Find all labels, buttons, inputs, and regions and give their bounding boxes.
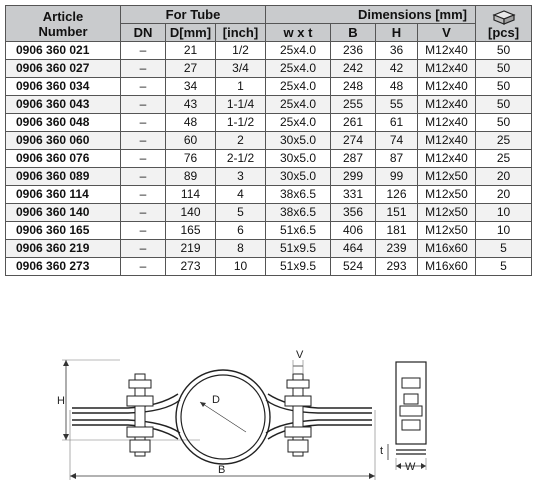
- cell-d: 60: [166, 132, 216, 150]
- header-article-number: [6, 6, 121, 42]
- cell-article: 0906 360 165: [6, 222, 121, 240]
- header-wxt: w x t: [266, 24, 331, 42]
- cell-inch: 2: [216, 132, 266, 150]
- cell-v: M12x40: [418, 78, 476, 96]
- cell-article: 0906 360 048: [6, 114, 121, 132]
- cell-dn: –: [121, 96, 166, 114]
- cell-pcs: 50: [476, 78, 532, 96]
- cell-wxt: 38x6.5: [266, 204, 331, 222]
- cell-d: 21: [166, 42, 216, 60]
- cell-pcs: 20: [476, 168, 532, 186]
- cell-inch: 3: [216, 168, 266, 186]
- cell-h: 42: [376, 60, 418, 78]
- v-label: V: [296, 349, 304, 361]
- left-bolt: [127, 374, 153, 456]
- cell-b: 274: [331, 132, 376, 150]
- cell-b: 236: [331, 42, 376, 60]
- header-dn: DN: [121, 24, 166, 42]
- cell-article: 0906 360 114: [6, 186, 121, 204]
- cell-h: 239: [376, 240, 418, 258]
- cell-pcs: 50: [476, 42, 532, 60]
- cell-wxt: 25x4.0: [266, 60, 331, 78]
- cell-article: 0906 360 021: [6, 42, 121, 60]
- table-row: [6, 78, 532, 96]
- cell-wxt: 25x4.0: [266, 42, 331, 60]
- cell-inch: 1-1/2: [216, 114, 266, 132]
- cell-dn: –: [121, 78, 166, 96]
- table-row: [6, 42, 532, 60]
- cell-article: 0906 360 043: [6, 96, 121, 114]
- cell-h: 126: [376, 186, 418, 204]
- cell-b: 299: [331, 168, 376, 186]
- cell-b: 255: [331, 96, 376, 114]
- header-v: V: [418, 24, 476, 42]
- cell-b: 261: [331, 114, 376, 132]
- cell-article: 0906 360 219: [6, 240, 121, 258]
- cell-dn: –: [121, 150, 166, 168]
- header-for-tube: For Tube: [121, 6, 266, 24]
- cell-b: 242: [331, 60, 376, 78]
- cell-article: 0906 360 027: [6, 60, 121, 78]
- cell-article: 0906 360 140: [6, 204, 121, 222]
- cell-article: 0906 360 089: [6, 168, 121, 186]
- cell-pcs: 25: [476, 132, 532, 150]
- cell-h: 181: [376, 222, 418, 240]
- cell-pcs: 25: [476, 150, 532, 168]
- header-b: B: [331, 24, 376, 42]
- cell-dn: –: [121, 132, 166, 150]
- table-row: [6, 222, 532, 240]
- cell-b: 287: [331, 150, 376, 168]
- cell-article: 0906 360 076: [6, 150, 121, 168]
- cell-dn: –: [121, 114, 166, 132]
- cell-wxt: 51x9.5: [266, 240, 331, 258]
- package-box-icon: [492, 9, 516, 25]
- cell-wxt: 25x4.0: [266, 96, 331, 114]
- table-row: [6, 114, 532, 132]
- cell-wxt: 25x4.0: [266, 114, 331, 132]
- cell-h: 99: [376, 168, 418, 186]
- header-pcs-label: [pcs]: [487, 25, 520, 40]
- table-row: [6, 96, 532, 114]
- cell-dn: –: [121, 60, 166, 78]
- table-row: [6, 60, 532, 78]
- cell-v: M12x50: [418, 204, 476, 222]
- cell-wxt: 51x6.5: [266, 222, 331, 240]
- header-pcs: [476, 6, 532, 42]
- cell-inch: 5: [216, 204, 266, 222]
- right-bolt: [285, 374, 311, 456]
- table-row: [6, 132, 532, 150]
- cell-d: 273: [166, 258, 216, 276]
- cell-d: 48: [166, 114, 216, 132]
- cell-h: 87: [376, 150, 418, 168]
- table-row: [6, 204, 532, 222]
- cell-d: 89: [166, 168, 216, 186]
- cell-dn: –: [121, 42, 166, 60]
- cell-b: 406: [331, 222, 376, 240]
- cell-v: M16x60: [418, 240, 476, 258]
- cell-inch: 1: [216, 78, 266, 96]
- cell-wxt: 30x5.0: [266, 150, 331, 168]
- cell-inch: 6: [216, 222, 266, 240]
- cell-article: 0906 360 060: [6, 132, 121, 150]
- cell-inch: 3/4: [216, 60, 266, 78]
- cell-d: 27: [166, 60, 216, 78]
- cell-h: 61: [376, 114, 418, 132]
- cell-article: 0906 360 034: [6, 78, 121, 96]
- b-label: B: [218, 464, 226, 476]
- header-dimensions: Dimensions [mm]: [266, 6, 476, 24]
- cell-wxt: 25x4.0: [266, 78, 331, 96]
- cell-v: M12x40: [418, 96, 476, 114]
- cell-wxt: 30x5.0: [266, 168, 331, 186]
- t-label: t: [380, 445, 384, 457]
- cell-dn: –: [121, 258, 166, 276]
- cell-b: 248: [331, 78, 376, 96]
- cell-dn: –: [121, 204, 166, 222]
- header-article-line2: Number: [38, 23, 88, 39]
- specification-rows: [6, 42, 532, 276]
- header-article-line1: Article: [42, 8, 84, 24]
- cell-h: 74: [376, 132, 418, 150]
- cell-d: 76: [166, 150, 216, 168]
- table-row: [6, 168, 532, 186]
- cell-v: M16x60: [418, 258, 476, 276]
- cell-dn: –: [121, 222, 166, 240]
- cell-d: 219: [166, 240, 216, 258]
- cell-d: 140: [166, 204, 216, 222]
- cell-h: 151: [376, 204, 418, 222]
- cell-wxt: 30x5.0: [266, 132, 331, 150]
- side-view: [396, 362, 426, 454]
- cell-inch: 4: [216, 186, 266, 204]
- cell-d: 114: [166, 186, 216, 204]
- cell-pcs: 20: [476, 186, 532, 204]
- cell-pcs: 10: [476, 222, 532, 240]
- cell-pcs: 50: [476, 60, 532, 78]
- specification-table: [5, 5, 532, 276]
- cell-pcs: 5: [476, 240, 532, 258]
- cell-d: 165: [166, 222, 216, 240]
- cell-dn: –: [121, 186, 166, 204]
- table-row: [6, 186, 532, 204]
- header-d-mm: D[mm]: [166, 24, 216, 42]
- cell-v: M12x50: [418, 168, 476, 186]
- w-label: W: [405, 461, 416, 473]
- cell-b: 464: [331, 240, 376, 258]
- cell-inch: 1-1/4: [216, 96, 266, 114]
- cell-inch: 10: [216, 258, 266, 276]
- cell-v: M12x40: [418, 150, 476, 168]
- cell-h: 36: [376, 42, 418, 60]
- cell-pcs: 50: [476, 114, 532, 132]
- cell-v: M12x40: [418, 132, 476, 150]
- table-row: [6, 258, 532, 276]
- pipe-clamp-drawing: [0, 340, 537, 487]
- h-label: H: [57, 395, 65, 407]
- cell-pcs: 10: [476, 204, 532, 222]
- cell-wxt: 38x6.5: [266, 186, 331, 204]
- table-row: [6, 240, 532, 258]
- header-h: H: [376, 24, 418, 42]
- cell-dn: –: [121, 168, 166, 186]
- cell-v: M12x50: [418, 222, 476, 240]
- cell-v: M12x50: [418, 186, 476, 204]
- cell-h: 293: [376, 258, 418, 276]
- cell-d: 43: [166, 96, 216, 114]
- cell-h: 48: [376, 78, 418, 96]
- cell-b: 524: [331, 258, 376, 276]
- cell-h: 55: [376, 96, 418, 114]
- header-inch: [inch]: [216, 24, 266, 42]
- table-row: [6, 150, 532, 168]
- cell-dn: –: [121, 240, 166, 258]
- cell-article: 0906 360 273: [6, 258, 121, 276]
- cell-inch: 8: [216, 240, 266, 258]
- cell-v: M12x40: [418, 42, 476, 60]
- cell-v: M12x40: [418, 114, 476, 132]
- cell-v: M12x40: [418, 60, 476, 78]
- d-label: D: [212, 394, 220, 406]
- cell-b: 331: [331, 186, 376, 204]
- cell-inch: 2-1/2: [216, 150, 266, 168]
- cell-d: 34: [166, 78, 216, 96]
- cell-wxt: 51x9.5: [266, 258, 331, 276]
- cell-b: 356: [331, 204, 376, 222]
- cell-inch: 1/2: [216, 42, 266, 60]
- cell-pcs: 5: [476, 258, 532, 276]
- cell-pcs: 50: [476, 96, 532, 114]
